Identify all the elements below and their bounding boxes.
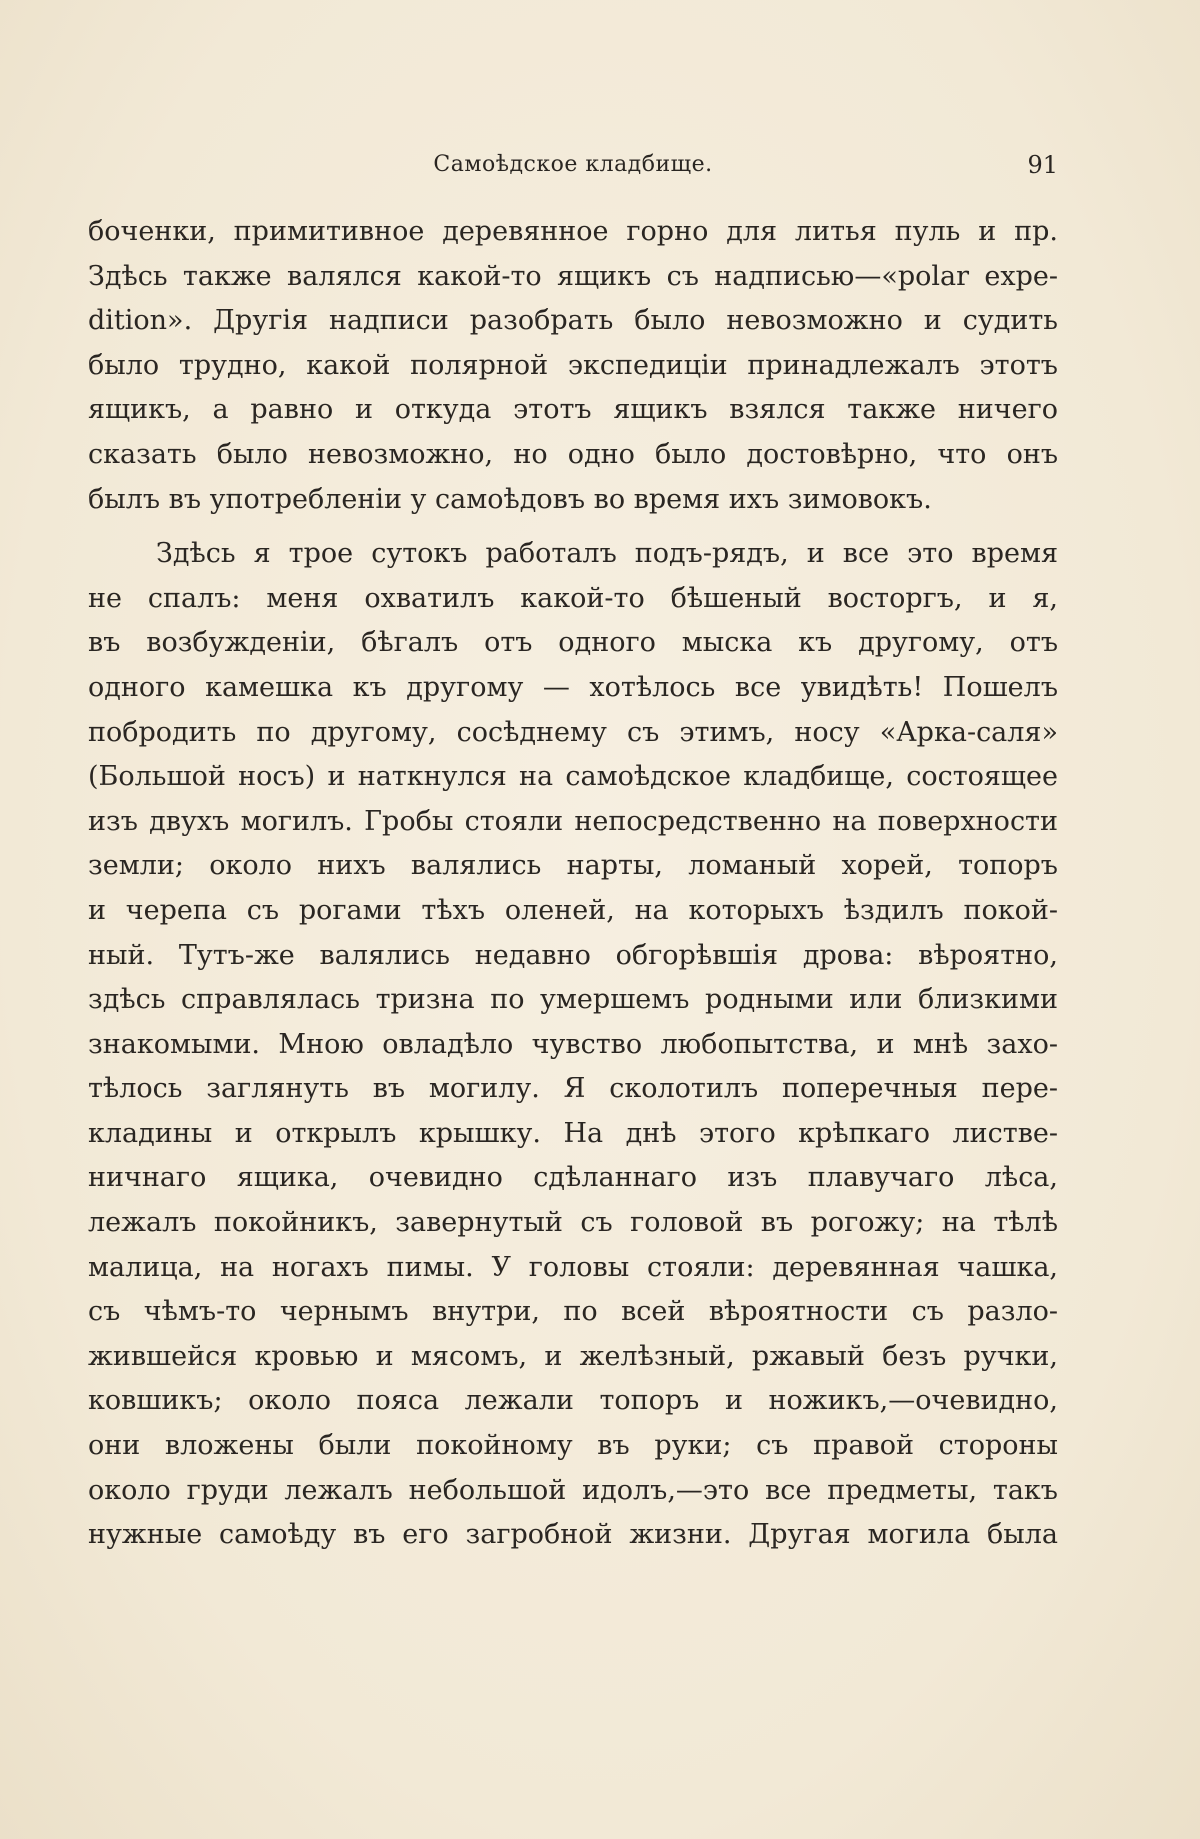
text-line: малица, на ногахъ пимы. У головы стояли: деревянная чашка, bbox=[88, 1251, 1058, 1283]
text-line: здѣсь справлялась тризна по умершемъ родными или близкими bbox=[88, 984, 1058, 1016]
text-line: ковшикъ; около пояса лежали топоръ и ножикъ,—очевидно, bbox=[88, 1385, 1058, 1417]
text-line: dition». Другія надписи разобрать было невозможно и судить bbox=[88, 305, 1058, 337]
paragraph bbox=[88, 532, 1058, 1558]
text-line: и черепа съ рогами тѣхъ оленей, на которыхъ ѣздилъ покой- bbox=[88, 894, 1058, 926]
text-line: изъ двухъ могилъ. Гробы стояли непосредственно на поверхности bbox=[88, 805, 1058, 837]
paragraph-gap bbox=[88, 522, 1058, 532]
running-head bbox=[88, 145, 1058, 185]
text-line: тѣлось заглянуть въ могилу. Я сколотилъ поперечныя пере- bbox=[88, 1073, 1058, 1105]
text-line: Здѣсь я трое сутокъ работалъ подъ-рядъ, и все это время bbox=[156, 538, 1058, 570]
text-line: Здѣсь также валялся какой-то ящикъ съ надписью—«polar expe- bbox=[88, 260, 1058, 292]
text-line: съ чѣмъ-то чернымъ внутри, по всей вѣроятности съ разло- bbox=[88, 1296, 1058, 1328]
text-line: знакомыми. Мною овладѣло чувство любопытства, и мнѣ захо- bbox=[88, 1028, 1058, 1060]
text-line: нужные самоѣду въ его загробной жизни. Другая могила была bbox=[88, 1519, 1058, 1551]
text-line: не спалъ: меня охватилъ какой-то бѣшеный восторгъ, и я, bbox=[88, 582, 1058, 614]
text-line: кладины и открылъ крышку. На днѣ этого крѣпкаго листве- bbox=[88, 1117, 1058, 1149]
text-line: въ возбужденіи, бѣгалъ отъ одного мыска къ другому, отъ bbox=[88, 627, 1058, 659]
text-line: ничнаго ящика, очевидно сдѣланнаго изъ плавучаго лѣса, bbox=[88, 1162, 1058, 1194]
text-line: жившейся кровью и мясомъ, и желѣзный, ржавый безъ ручки, bbox=[88, 1340, 1058, 1372]
text-line: (Большой носъ) и наткнулся на самоѣдское кладбище, состоящее bbox=[88, 761, 1058, 793]
text-line: одного камешка къ другому — хотѣлось все увидѣть! Пошелъ bbox=[88, 671, 1058, 703]
text-line: земли; около нихъ валялись нарты, ломаный хорей, топоръ bbox=[88, 850, 1058, 882]
running-title: Самоѣдское кладбище. bbox=[433, 152, 713, 177]
text-line: около груди лежалъ небольшой идолъ,—это все предметы, такъ bbox=[88, 1474, 1058, 1506]
text-line: былъ въ употребленіи у самоѣдовъ во время ихъ зимовокъ. bbox=[88, 483, 932, 515]
text-line: было трудно, какой полярной экспедиціи принадлежалъ этотъ bbox=[88, 349, 1058, 381]
text-line: побродить по другому, сосѣднему съ этимъ, носу «Арка-саля» bbox=[88, 716, 1058, 748]
text-line: они вложены были покойному въ руки; съ правой стороны bbox=[88, 1430, 1058, 1462]
text-line: лежалъ покойникъ, завернутый съ головой въ рогожу; на тѣлѣ bbox=[88, 1207, 1058, 1239]
paragraph bbox=[88, 210, 1058, 522]
text-line: ный. Тутъ-же валялись недавно обгорѣвшія дрова: вѣроятно, bbox=[88, 939, 1058, 971]
text-line: боченки, примитивное деревянное горно для литья пуль и пр. bbox=[88, 216, 1058, 247]
page-number: 91 bbox=[1027, 151, 1058, 179]
text-line: сказать было невозможно, но одно было достовѣрно, что онъ bbox=[88, 438, 1058, 470]
text-line: ящикъ, а равно и откуда этотъ ящикъ взялся также ничего bbox=[88, 394, 1058, 426]
body-text bbox=[88, 210, 1058, 1558]
